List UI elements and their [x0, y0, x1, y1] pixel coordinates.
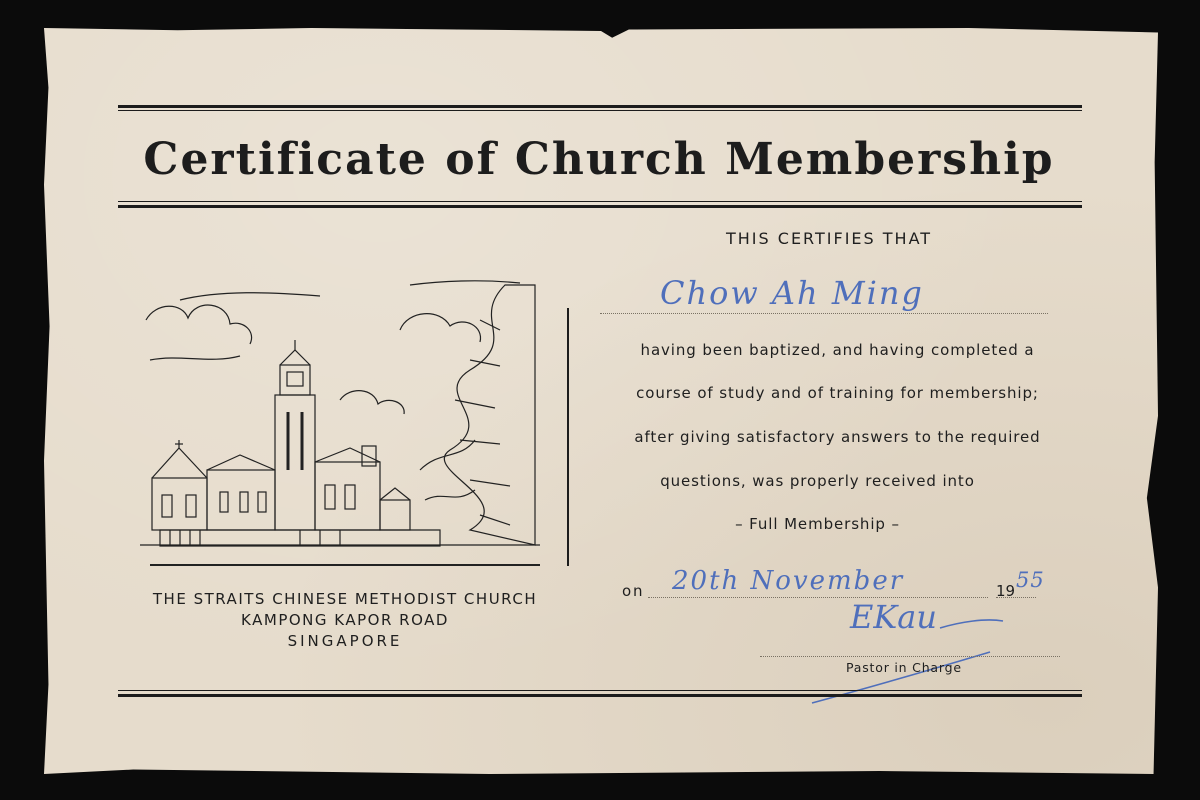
year-suffix: 55: [1016, 568, 1045, 592]
year-prefix: 19: [996, 582, 1016, 600]
church-city: SINGAPORE: [287, 632, 403, 650]
body-line-2: course of study and of training for membership;: [636, 384, 1039, 402]
membership-type: – Full Membership –: [735, 515, 900, 533]
body-line-4: questions, was properly received into: [660, 472, 975, 490]
date-dotted-line: [648, 597, 988, 598]
year-dotted-line: [996, 597, 1036, 598]
body-line-3: after giving satisfactory answers to the required: [634, 428, 1041, 446]
bottom-rule-thick: [118, 694, 1082, 697]
date-handwritten: 20th November: [672, 566, 905, 596]
pastor-signature: EKau: [850, 598, 937, 636]
top-rule-thin: [118, 110, 1082, 111]
signature-label: Pastor in Charge: [846, 660, 962, 675]
certificate-title: Certificate of Church Membership: [143, 134, 1055, 185]
body-line-1: having been baptized, and having completed a: [640, 341, 1035, 359]
name-dotted-line: [600, 313, 1048, 314]
church-name: THE STRAITS CHINESE METHODIST CHURCH: [152, 590, 538, 608]
on-label: on: [622, 582, 645, 600]
top-rule: [118, 105, 1082, 108]
title-rule-thick: [118, 205, 1082, 208]
signature-dotted-line: [760, 656, 1060, 657]
bottom-rule: [118, 690, 1082, 691]
member-name: Chow Ah Ming: [660, 274, 924, 312]
divider-line: [567, 308, 569, 566]
certifies-heading: THIS CERTIFIES THAT: [726, 229, 933, 248]
title-rule: [118, 201, 1082, 202]
church-road: KAMPONG KAPOR ROAD: [241, 611, 449, 629]
